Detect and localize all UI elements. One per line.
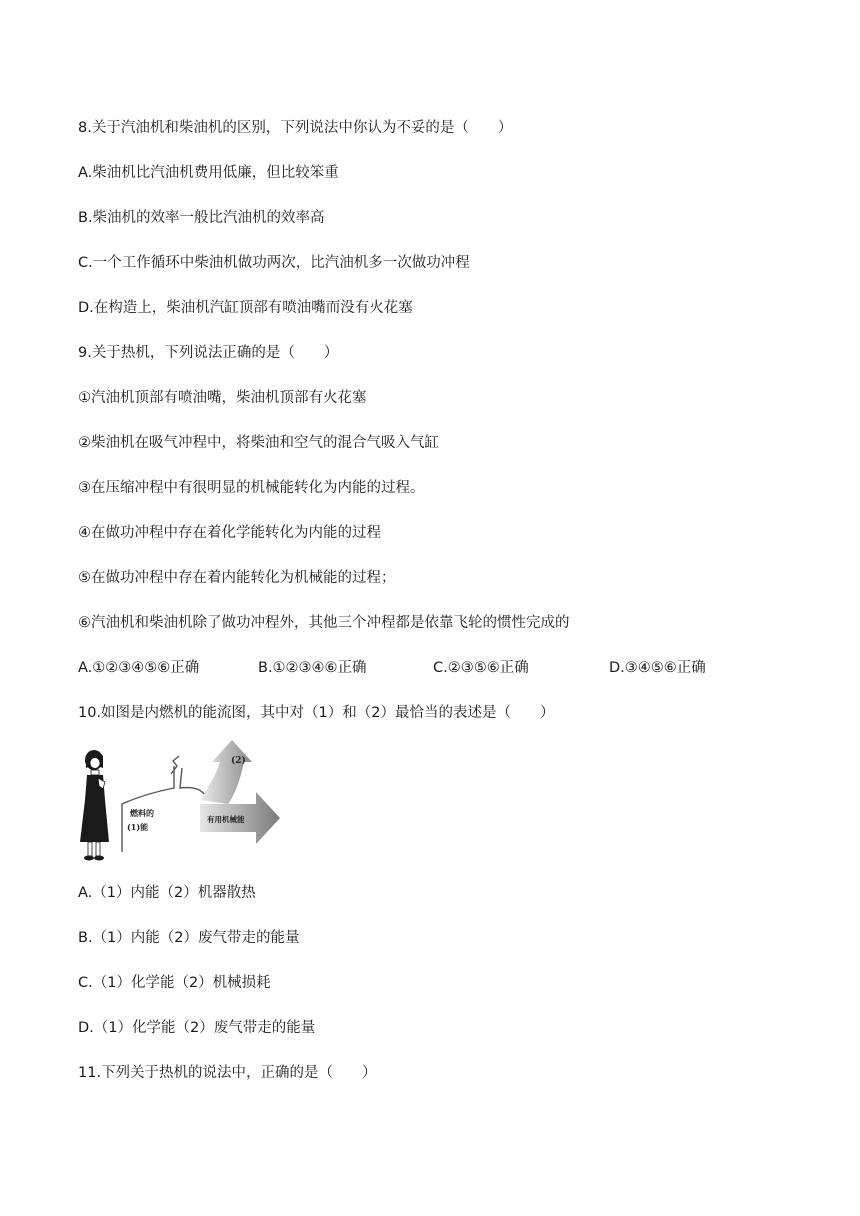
question-10-stem: 10.如图是内燃机的能流图，其中对（1）和（2）最恰当的表述是（ ） [78,705,555,721]
question-8-option-b: B.柴油机的效率一般比汽油机的效率高 [78,210,325,226]
question-9-stem: 9.关于热机，下列说法正确的是（ ） [78,345,339,361]
girl-figure-icon [80,750,109,861]
fuel-label-line2: (1)能 [127,822,149,832]
question-10-option-a: A.（1）内能（2）机器散热 [78,885,256,901]
label-2: (2) [231,756,246,766]
waste-energy-arrow [200,740,252,804]
question-10-option-d: D.（1）化学能（2）废气带走的能量 [78,1020,316,1036]
useful-energy-label: 有用机械能 [207,815,245,824]
energy-flow-diagram [78,734,288,866]
question-10-option-c: C.（1）化学能（2）机械损耗 [78,975,271,991]
question-9-option-c: C.②③⑤⑥正确 [433,660,529,676]
question-9-option-b: B.①②③④⑥正确 [258,660,367,676]
question-11-stem: 11.下列关于热机的说法中，正确的是（ ） [78,1065,377,1081]
question-9-statement-4: ④在做功冲程中存在着化学能转化为内能的过程 [78,525,381,541]
question-8-option-a: A.柴油机比汽油机费用低廉，但比较笨重 [78,165,339,181]
question-10-option-b: B.（1）内能（2）废气带走的能量 [78,930,300,946]
question-8-stem: 8.关于汽油机和柴油机的区别，下列说法中你认为不妥的是（ ） [78,120,513,136]
question-8-option-d: D.在构造上，柴油机汽缸顶部有喷油嘴而没有火花塞 [78,300,413,316]
question-9-statement-3: ③在压缩冲程中有很明显的机械能转化为内能的过程。 [78,480,425,496]
question-8-option-c: C.一个工作循环中柴油机做功两次，比汽油机多一次做功冲程 [78,255,470,271]
question-9-statement-2: ②柴油机在吸气冲程中，将柴油和空气的混合气吸入气缸 [78,435,439,451]
fuel-label-line1: 燃料的 [130,808,154,818]
energy-block-outline [122,756,204,852]
question-9-option-a: A.①②③④⑤⑥正确 [78,660,200,676]
question-9-statement-6: ⑥汽油机和柴油机除了做功冲程外，其他三个冲程都是依靠飞轮的惯性完成的 [78,615,570,631]
question-9-statement-1: ①汽油机顶部有喷油嘴，柴油机顶部有火花塞 [78,390,367,406]
question-9-statement-5: ⑤在做功冲程中存在着内能转化为机械能的过程； [78,570,396,586]
energy-flow-figure [78,734,288,866]
question-9-option-d: D.③④⑤⑥正确 [609,660,706,676]
